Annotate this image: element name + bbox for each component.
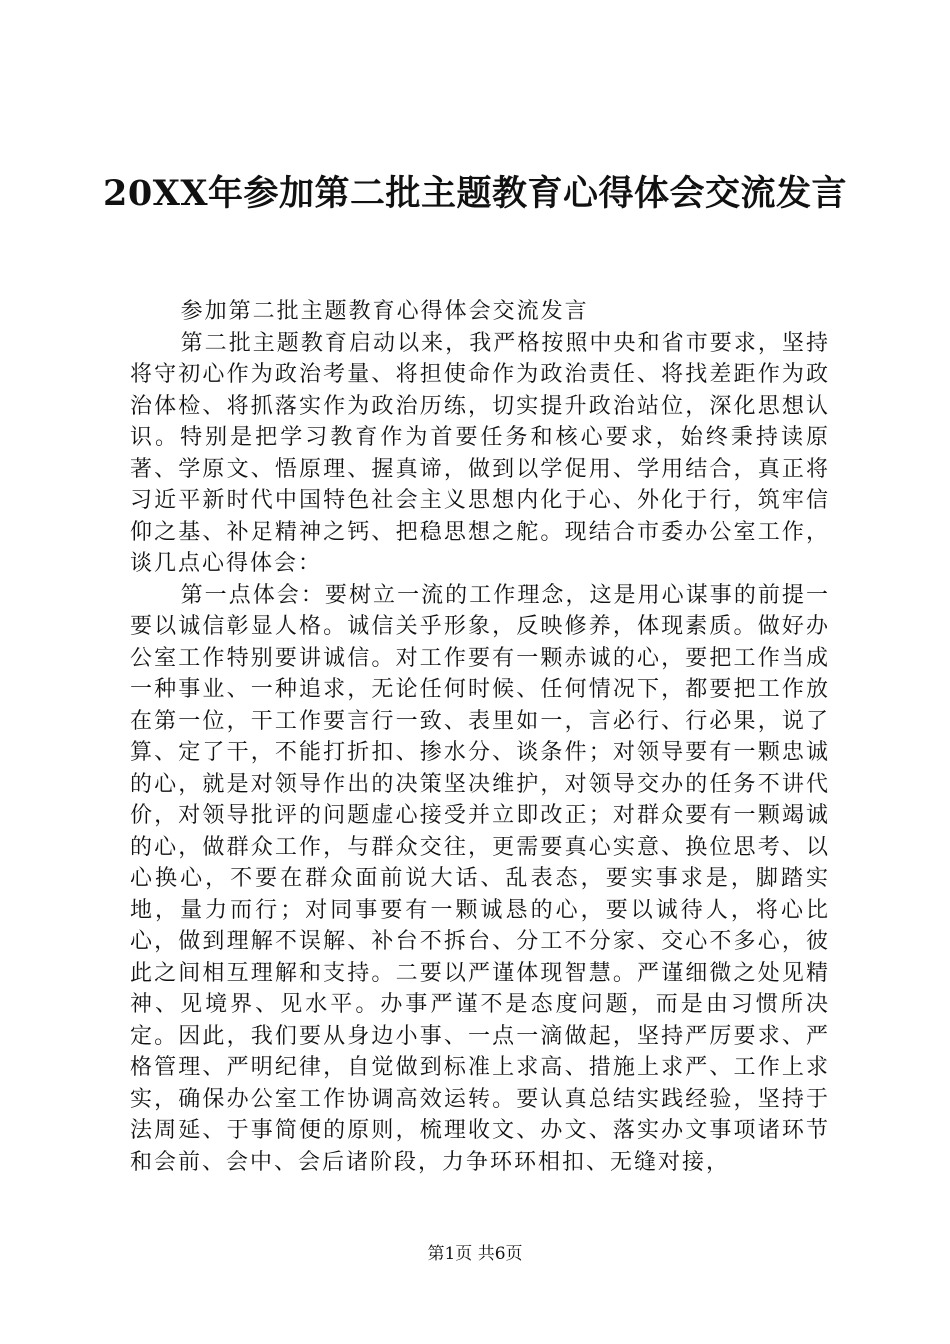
page-footer: 第1页 共6页 [427,1244,523,1264]
document-title: 20XX年参加第二批主题教育心得体会交流发言 [102,173,848,214]
subtitle-paragraph: 参加第二批主题教育心得体会交流发言 [180,299,589,324]
document-body [130,296,830,1178]
body-paragraph: 第一点体会：要树立一流的工作理念，这是用心谋事的前提一要以诚信彰显人格。诚信关乎形象，反映修养，体现素质。做好办公室工作特别要讲诚信。对工作要有一颗赤诚的心，要把工作当成一种事业、一种追求，无论任何时候、任何情况下，都要把工作放在第一位，干工作要言行一致、表里如一，言必行、行必果，说了算、定了干，不能打折扣、掺水分、谈条件；对领导要有一颗忠诚的心，就是对领导作出的决策坚决维护，对领导交办的任务不讲代价，对领导批评的问题虚心接受并立即改正；对群众要有一颗竭诚的心，做群众工作，与群众交往，更需要真心实意、换位思考、以心换心，不要在群众面前说大话、乱表态，要实事求是，脚踏实地，量力而行；对同事要有一颗诚恳的心，要以诚待人，将心比心，做到理解不误解、补台不拆台、分工不分家、交心不多心，彼此之间相互理解和支持。二要以严谨体现智慧。严谨细微之处见精神、见境界、见水平。办事严谨不是态度问题，而是由习惯所决定。因此，我们要从身边小事、一点一滴做起，坚持严厉要求、严格管理、严明纪律，自觉做到标准上求高、措施上求严、工作上求实，确保办公室工作协调高效运转。要认真总结实践经验，坚持于法周延、于事简便的原则，梳理收文、办文、落实办文事项诸环节和会前、会中、会后诸阶段，力争环环相扣、无缝对接， [130,582,830,1175]
body-paragraph: 第二批主题教育启动以来，我严格按照中央和省市要求，坚持将守初心作为政治考量、将担使命作为政治责任、将找差距作为政治体检、将抓落实作为政治历练，切实提升政治站位，深化思想认识。特别是把学习教育作为首要任务和核心要求，始终秉持读原著、学原文、悟原理、握真谛，做到以学促用、学用结合，真正将习近平新时代中国特色社会主义思想内化于心、外化于行，筑牢信仰之基、补足精神之钙、把稳思想之舵。现结合市委办公室工作，谈几点心得体会： [130,330,830,576]
